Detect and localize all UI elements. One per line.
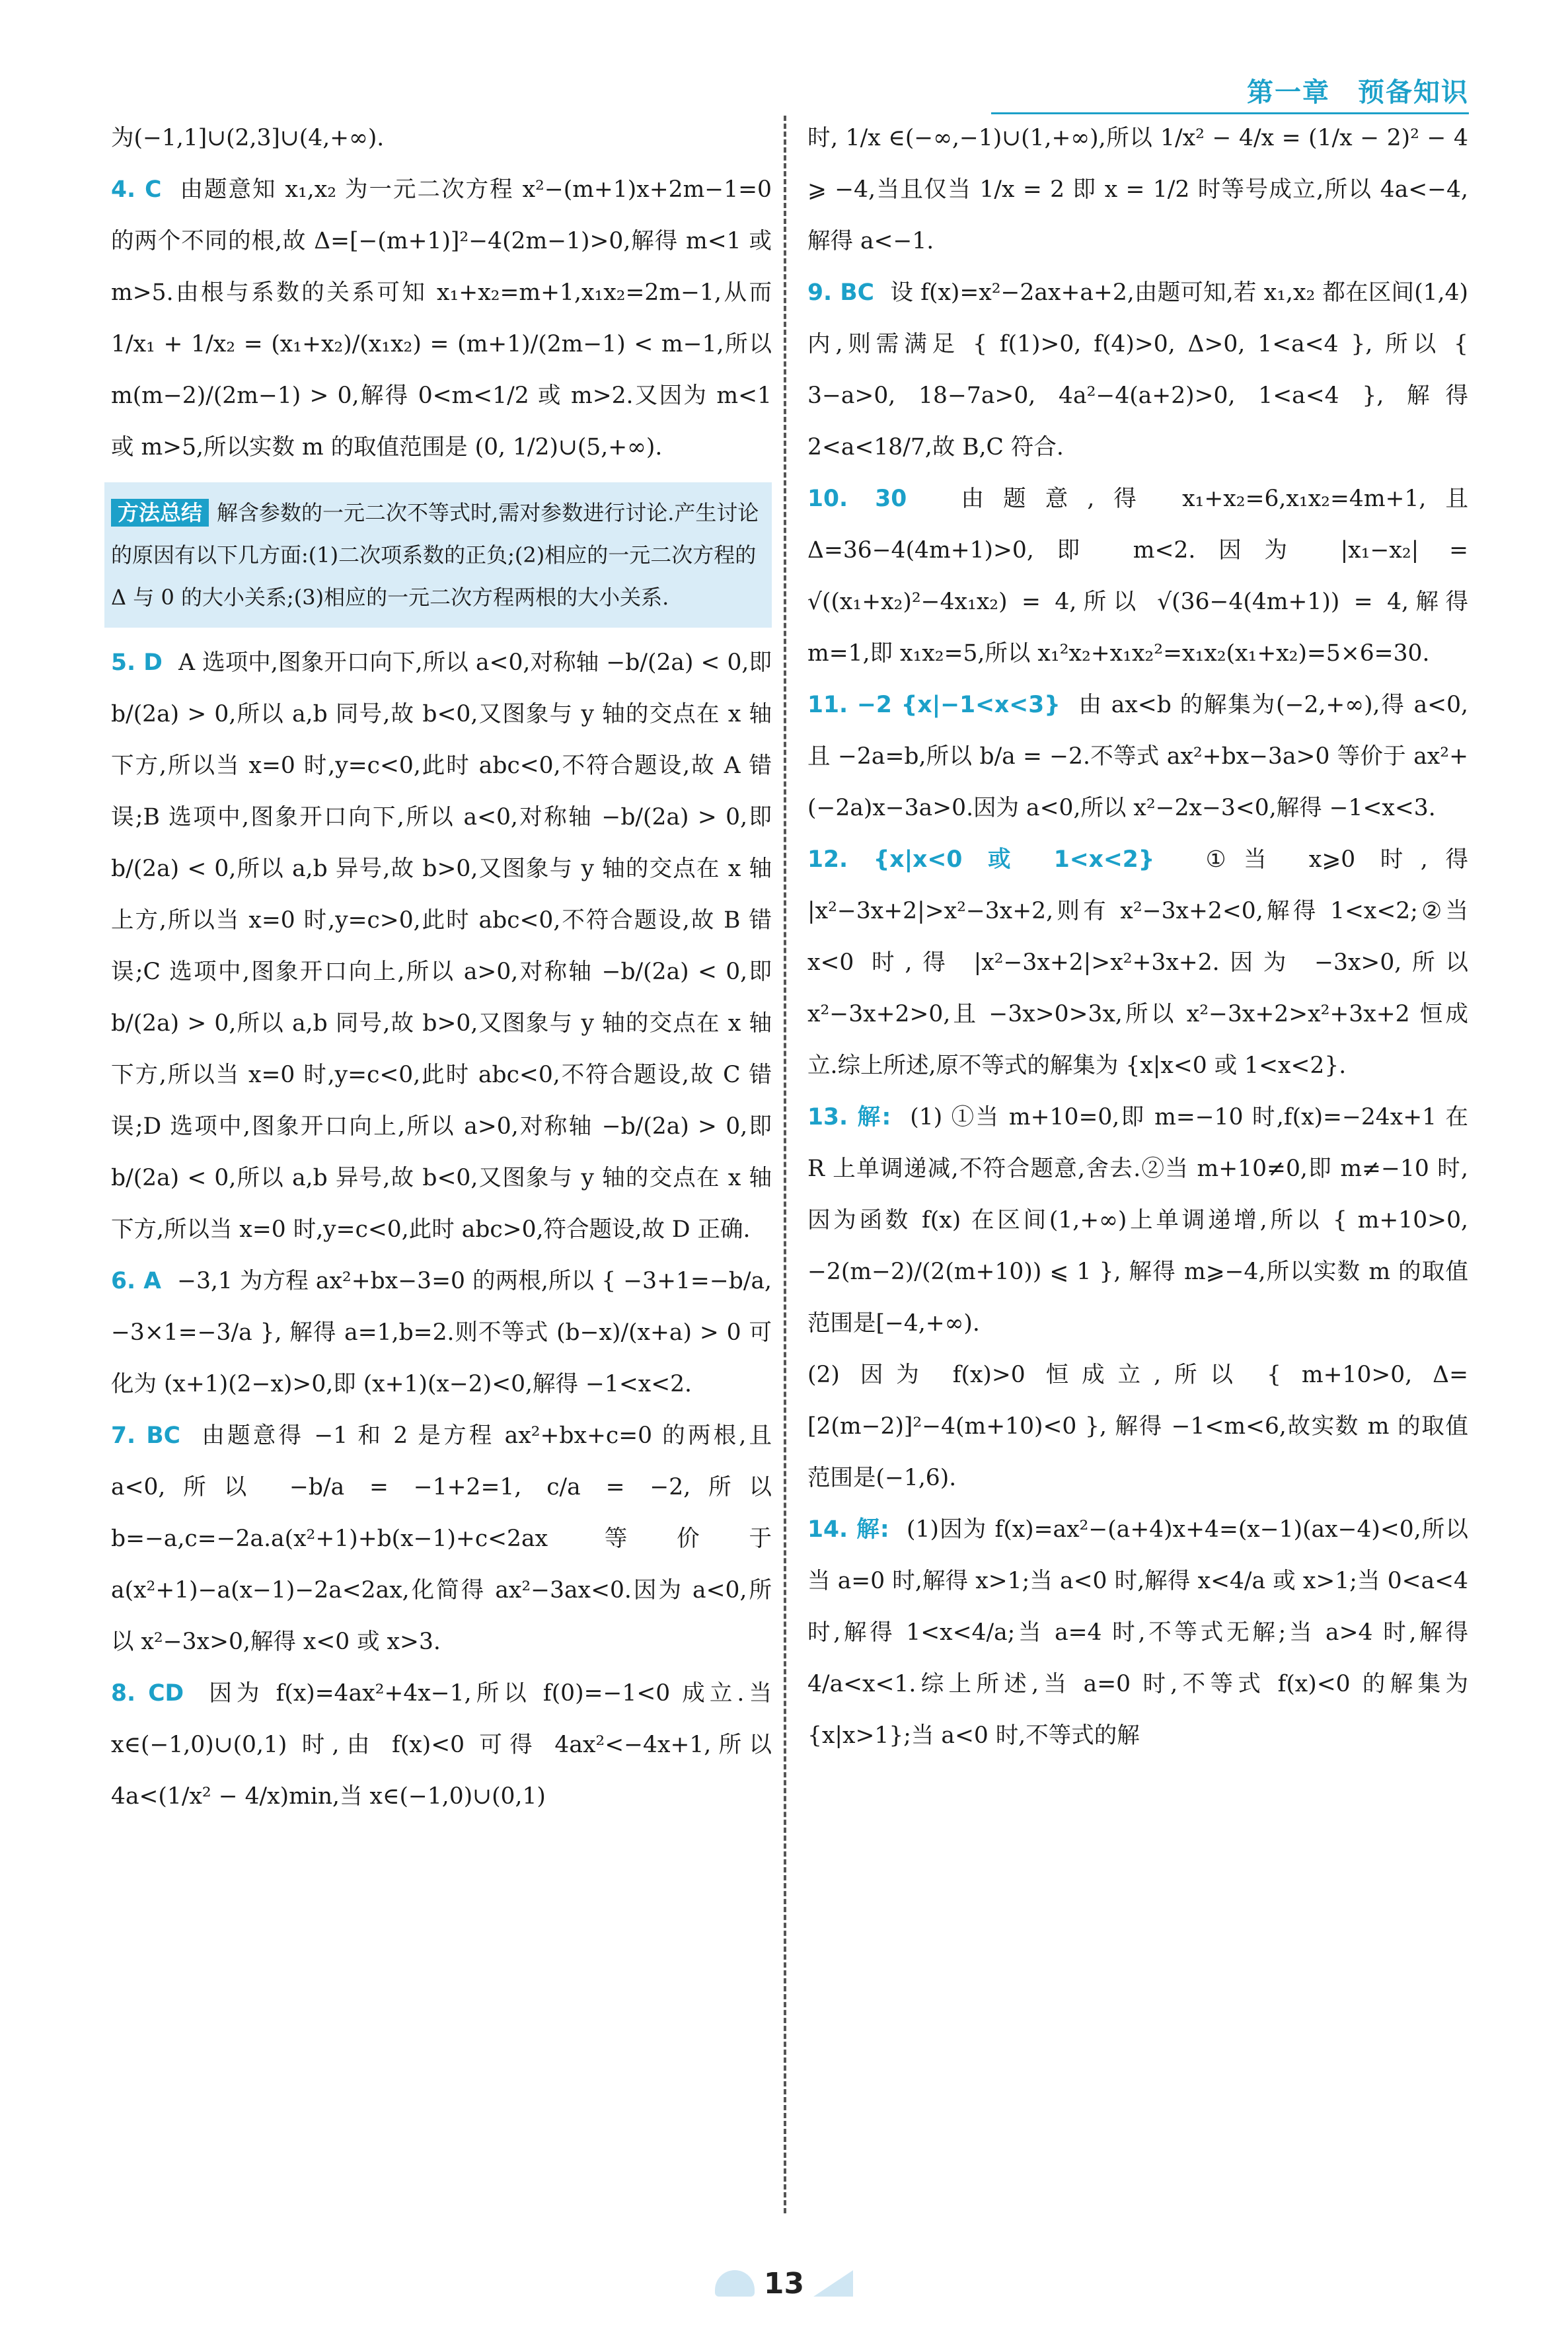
- question-number-answer: 8. CD: [111, 1680, 209, 1707]
- solution-text: 由题意知 x₁,x₂ 为一元二次方程 x²−(m+1)x+2m−1=0 的两个不同的根,故 Δ=[−(m+1)]²−4(2m−1)>0,解得 m<1 或 m>5.由根与系数的关系可知 x₁+x₂=m+1,x₁x₂=2m−1,从而 1/x₁ + 1/x₂ = (x₁+x₂)/(x₁x₂) = (m+1)/(2m−1) < m−1,所以 m(m−2)/(2m−1) > 0,解得 0<m<1/2 或 m>2.又因为 m<1 或 m>5,所以实数 m 的取值范围是 (0, 1/2)∪(5,+∞).: [111, 176, 779, 461]
- solution-paragraph: [111, 1255, 779, 1410]
- question-number-answer: 9. BC: [807, 279, 891, 306]
- solution-paragraph: [111, 112, 772, 164]
- solution-text: 由题意,得 x₁+x₂=6,x₁x₂=4m+1,且 Δ=36−4(4m+1)>0,即 m<2.因为 |x₁−x₂| = √((x₁+x₂)²−4x₁x₂) = 4,所以 √(36−4(4m+1)) = 4,解得 m=1,即 x₁x₂=5,所以 x₁²x₂+x₁x₂²=x₁x₂(x₁+x₂)=5×6=30.: [807, 486, 1475, 667]
- question-number-answer: 14. 解:: [807, 1516, 907, 1543]
- question-number-answer: 7. BC: [111, 1422, 202, 1449]
- solution-paragraph: [111, 1410, 779, 1668]
- question-number-answer: 11. −2 {x|−1<x<3}: [807, 692, 1079, 718]
- solution-text: 设 f(x)=x²−2ax+a+2,由题可知,若 x₁,x₂ 都在区间(1,4)内,则需满足 { f(1)>0, f(4)>0, Δ>0, 1<a<4 }, 所以 { 3−a>0, 18−7a>0, 4a²−4(a+2)>0, 1<a<4 }, 解得 2<a<18/7,故 B,C 符合.: [807, 279, 1475, 461]
- page-number-badge: [714, 2264, 854, 2303]
- column-divider: [784, 116, 786, 2213]
- solution-paragraph: [111, 637, 779, 1255]
- solution-text: 为(−1,1]∪(2,3]∪(4,+∞).: [111, 125, 385, 151]
- question-number-answer: 12. {x|x<0 或 1<x<2}: [807, 846, 1206, 873]
- solution-text: (1) ①当 m+10=0,即 m=−10 时,f(x)=−24x+1 在 R 上单调递减,不符合题意,舍去.②当 m+10≠0,即 m≠−10 时,因为函数 f(x) 在区间(1,+∞)上单调递增,所以 { m+10>0, −2(m−2)/(2(m+10)) ⩽ 1 }, 解得 m⩾−4,所以实数 m 的取值范围是[−4,+∞). (2) 因为 f(x)>0 恒成立,所以 { m+10>0, Δ=[2(m−2)]²−4(m+10)<0 }, 解得 −1<m<6,故实数 m 的取值范围是(−1,6).: [807, 1104, 1468, 1491]
- solution-paragraph: [807, 1504, 1475, 1761]
- solution-text: (1)因为 f(x)=ax²−(a+4)x+4=(x−1)(ax−4)<0,所以当 a=0 时,解得 x>1;当 a<0 时,解得 x<4/a 或 x>1;当 0<a<4 时,解得 1<x<4/a;当 a=4 时,不等式无解;当 a>4 时,解得 4/a<x<1.综上所述,当 a=0 时,不等式 f(x)<0 的解集为{x|x>1};当 a<0 时,不等式的解: [807, 1516, 1475, 1749]
- set-square-icon: [813, 2270, 853, 2297]
- solution-paragraph: [111, 1668, 779, 1822]
- solution-paragraph: [807, 112, 1475, 267]
- solution-paragraph: [807, 1091, 1468, 1504]
- solution-text: 时, 1/x ∈(−∞,−1)∪(1,+∞),所以 1/x² − 4/x = (1/x − 2)² − 4 ⩾ −4,当且仅当 1/x = 2 即 x = 1/2 时等号成立,所以 4a<−4,解得 a<−1.: [807, 125, 1475, 254]
- solution-text: 因为 f(x)=4ax²+4x−1,所以 f(0)=−1<0 成立.当 x∈(−1,0)∪(0,1) 时,由 f(x)<0 可得 4ax²<−4x+1,所以 4a<(1/x² − 4/x)min,当 x∈(−1,0)∪(0,1): [111, 1680, 779, 1810]
- solution-paragraph: [807, 267, 1475, 473]
- question-number-answer: 13. 解:: [807, 1104, 911, 1130]
- method-summary-box: [104, 482, 772, 628]
- question-number-answer: 6. A: [111, 1268, 178, 1294]
- solution-text: 由 ax<b 的解集为(−2,+∞),得 a<0,且 −2a=b,所以 b/a = −2.不等式 ax²+bx−3a>0 等价于 ax²+(−2a)x−3a>0.因为 a<0,所以 x²−2x−3<0,解得 −1<x<3.: [807, 692, 1468, 821]
- solution-text: 由题意得 −1 和 2 是方程 ax²+bx+c=0 的两根,且 a<0,所以 −b/a = −1+2=1, c/a = −2,所以 b=−a,c=−2a.a(x²+1)+b(x−1)+c<2ax 等价于 a(x²+1)−a(x−1)−2a<2ax,化简得 ax²−3ax<0.因为 a<0,所以 x²−3x>0,解得 x<0 或 x>3.: [111, 1422, 779, 1655]
- question-number-answer: 5. D: [111, 649, 179, 676]
- solution-paragraph: [807, 679, 1468, 834]
- right-column: [807, 112, 1475, 1761]
- solution-text: ①当 x⩾0 时,得 |x²−3x+2|>x²−3x+2,则有 x²−3x+2<0,解得 1<x<2;②当 x<0 时,得 |x²−3x+2|>x²+3x+2.因为 −3x>0,所以 x²−3x+2>0,且 −3x>0>3x,所以 x²−3x+2>x²+3x+2 恒成立.综上所述,原不等式的解集为 {x|x<0 或 1<x<2}.: [807, 846, 1475, 1079]
- protractor-icon: [715, 2270, 755, 2297]
- solution-text: −3,1 为方程 ax²+bx−3=0 的两根,所以 { −3+1=−b/a, −3×1=−3/a }, 解得 a=1,b=2.则不等式 (b−x)/(x+a) > 0 可化为 (x+1)(2−x)>0,即 (x+1)(x−2)<0,解得 −1<x<2.: [111, 1268, 779, 1397]
- solution-text: A 选项中,图象开口向下,所以 a<0,对称轴 −b/(2a) < 0,即 b/(2a) > 0,所以 a,b 同号,故 b<0,又图象与 y 轴的交点在 x 轴下方,所以当 x=0 时,y=c<0,此时 abc<0,不符合题设,故 A 错误;B 选项中,图象开口向下,所以 a<0,对称轴 −b/(2a) > 0,即 b/(2a) < 0,所以 a,b 异号,故 b>0,又图象与 y 轴的交点在 x 轴上方,所以当 x=0 时,y=c>0,此时 abc<0,不符合题设,故 B 错误;C 选项中,图象开口向上,所以 a>0,对称轴 −b/(2a) < 0,即 b/(2a) > 0,所以 a,b 同号,故 b>0,又图象与 y 轴的交点在 x 轴下方,所以当 x=0 时,y=c<0,此时 abc<0,不符合题设,故 C 错误;D 选项中,图象开口向上,所以 a>0,对称轴 −b/(2a) > 0,即 b/(2a) < 0,所以 a,b 异号,故 b<0,又图象与 y 轴的交点在 x 轴下方,所以当 x=0 时,y=c<0,此时 abc>0,符合题设,故 D 正确.: [111, 649, 779, 1243]
- question-number-answer: 10. 30: [807, 486, 961, 512]
- solution-paragraph: [807, 834, 1475, 1091]
- chapter-header: 第一章 预备知识: [1247, 77, 1469, 108]
- solution-paragraph: [111, 164, 779, 473]
- method-summary-label: 方法总结: [111, 499, 209, 527]
- question-number-answer: 4. C: [111, 176, 180, 203]
- solution-paragraph: [807, 473, 1475, 679]
- method-summary-text: 解含参数的一元二次不等式时,需对参数进行讨论.产生讨论的原因有以下几方面:(1)二次项系数的正负;(2)相应的一元二次方程的 Δ 与 0 的大小关系;(3)相应的一元二次方程两根的大小关系.: [111, 500, 763, 610]
- page-number: 13: [763, 2266, 805, 2301]
- left-column: [111, 112, 779, 1822]
